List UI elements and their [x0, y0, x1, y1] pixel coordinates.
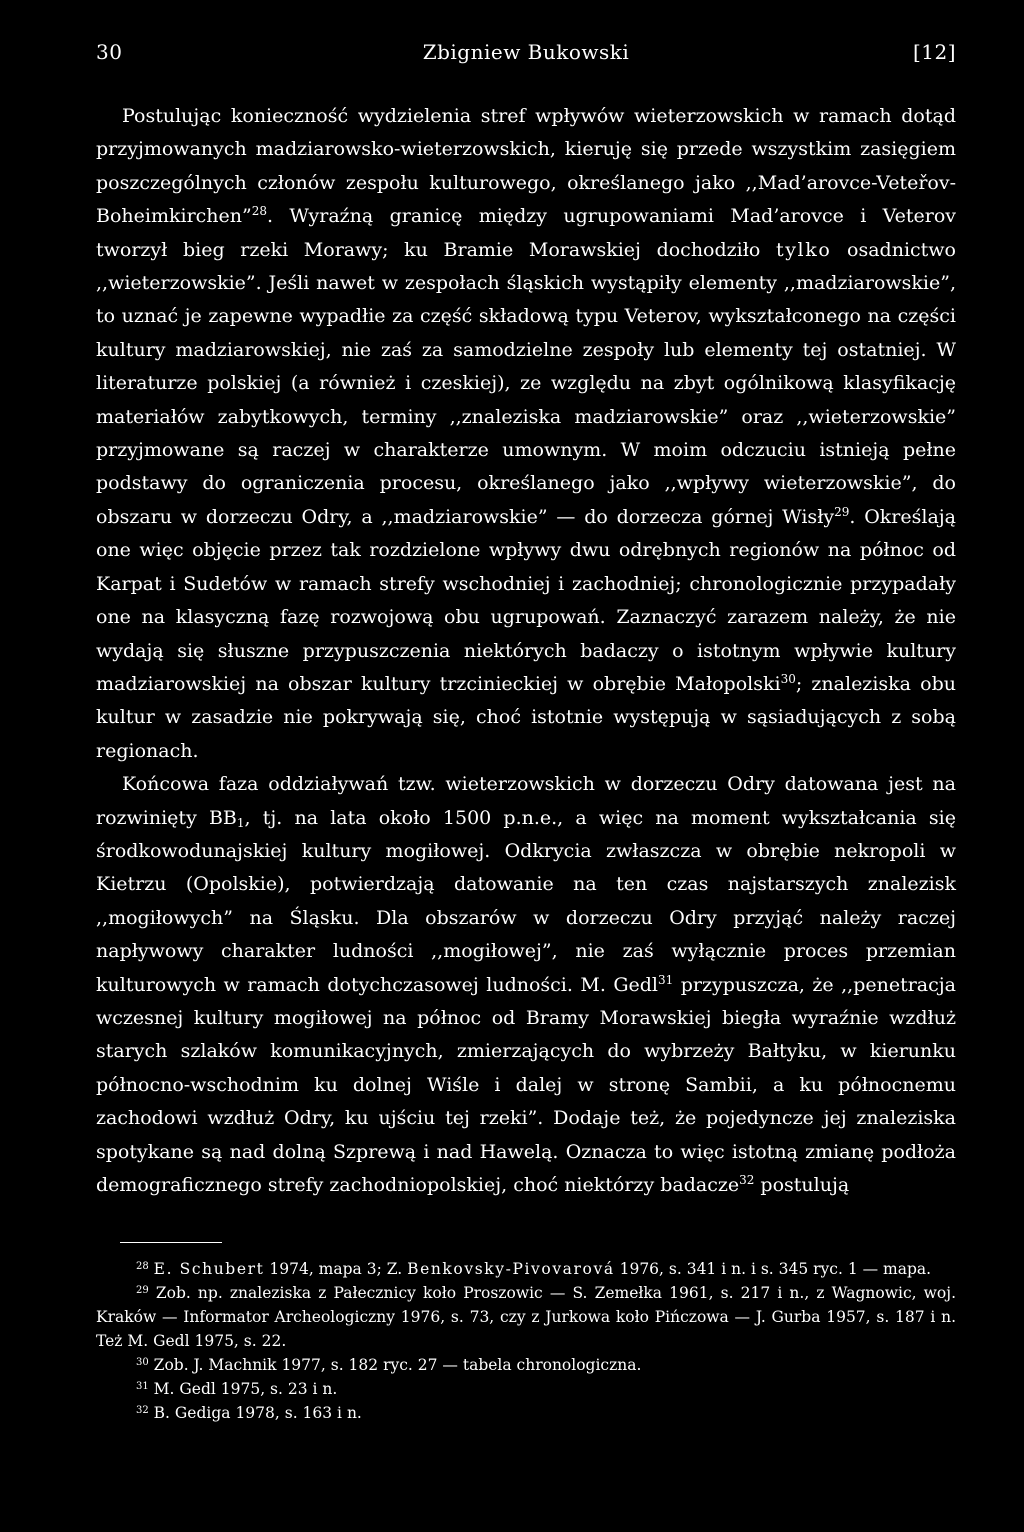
- page-number: 30: [96, 40, 123, 64]
- main-text: [96, 100, 956, 1202]
- footnote-number: 30: [136, 1357, 149, 1368]
- paragraph-1-text-b: . Wyraźną granicę między ugrupowaniami Mad’arovce i Veterov tworzył bieg rzeki Morawy; ku Bramie Morawskiej dochodziło: [96, 205, 956, 261]
- footnote-number: 32: [136, 1405, 149, 1416]
- paragraph-1-text-d: . Określają one więc objęcie przez tak rozdzielone wpływy dwu odrębnych regionów na północ od Karpat i Sudetów w ramach strefy wschodniej i zachodniej; chronologicznie przypadały one na klasyczną fazę rozwojową obu ugrupowań. Zaznaczyć zarazem należy, że nie wydają się słuszne przypuszczenia niektórych badaczy o istotnym wpływie kultury madziarowskiej na obszar kultury trzcinieckiej w obrębie Małopolski: [96, 505, 957, 695]
- footnote-number: 29: [136, 1285, 149, 1296]
- footnote-ref-30: 30: [780, 671, 796, 686]
- section-reference: [12]: [912, 40, 956, 64]
- paragraph-2-text-b: , tj. na lata około 1500 p.n.e., a więc na moment wykształcania się środkowodunajskiej kultury mogiłowej. Odkrycia zwłaszcza w obrębie nekropoli w Kietrzu (Opolskie), potwierdzają datowanie na ten czas najstarszych znalezisk ,,mogiłowych” na Śląsku. Dla obszarów w dorzeczu Odry przyjąć należy raczej napływowy charakter ludności ,,mogiłowej”, nie zaś wyłącznie proces przemian kulturowych w ramach dotychczasowej ludności. M. Gedl: [96, 806, 956, 996]
- footnotes: [96, 1257, 956, 1425]
- footnote-ref-29: 29: [834, 504, 850, 519]
- page-header: [96, 40, 956, 70]
- footnote-text: Zob. J. Machnik 1977, s. 182 ryc. 27 — tabela chronologiczna.: [153, 1356, 642, 1374]
- footnote-text: Zob. np. znaleziska z Pałecznicy koło Proszowic — S. Zemełka 1961, s. 217 i n., z Wagnowic, woj. Kraków — Informator Archeologiczny 1976, s. 73, czy z Jurkowa koło Pińczowa — J. Gurba 1957, s. 187 i n. Też M. Gedl 1975, s. 22.: [96, 1284, 956, 1350]
- footnote-ref-31: 31: [658, 972, 674, 987]
- footnote-text: 1976, s. 341 i n. i s. 345 ryc. 1 — mapa.: [614, 1260, 932, 1278]
- paragraph-1-text-e: ; znaleziska obu kultur w zasadzie nie pokrywają się, choć istotnie występują w sąsiadujących z sobą regionach.: [96, 672, 956, 762]
- footnote-text: B. Gediga 1978, s. 163 i n.: [153, 1404, 362, 1422]
- subscript-1: 1: [236, 815, 245, 830]
- footnote-text: M. Gedl 1975, s. 23 i n.: [153, 1380, 338, 1398]
- footnote-author: Benkovsky-Pivovarová: [407, 1260, 615, 1278]
- footnote-32: [96, 1401, 956, 1425]
- paragraph-1-text-a: Postulując konieczność wydzielenia stref wpływów wieterzowskich w ramach dotąd przyjmowanych madziarowsko-wieterzowskich, kieruję się przede wszystkim zasięgiem poszczególnych członów zespołu kulturowego, określanego jako ,,Mad’arovce-Veteřov-Boheimkirchen”: [96, 105, 956, 228]
- footnote-28: [96, 1257, 956, 1281]
- footnote-29: [96, 1281, 956, 1353]
- running-title: Zbigniew Bukowski: [422, 40, 630, 64]
- footnote-text: 1974, mapa 3; Z.: [264, 1260, 408, 1278]
- footnote-ref-32: 32: [739, 1173, 755, 1187]
- paragraph-1: [96, 100, 956, 768]
- footnote-divider: [120, 1242, 222, 1243]
- paragraph-2: [96, 768, 956, 1202]
- paragraph-2-text-a: Końcowa faza oddziaływań tzw. wieterzowskich w dorzeczu Odry datowana jest na rozwinięty BB: [96, 773, 956, 829]
- paragraph-2-text-d: postulują: [754, 1174, 850, 1196]
- paragraph-2-text-c: przypuszcza, że ,,penetracja wczesnej kultury mogiłowej na północ od Bramy Morawskiej biegła wyraźnie wzdłuż starych szlaków komunikacyjnych, zmierzających do wybrzeży Bałtyku, w kierunku północno-wschodnim ku dolnej Wiśle i dalej w stronę Sambii, a ku północnemu zachodowi wzdłuż Odry, ku ujściu tej rzeki”. Dodaje też, że pojedyncze jej znaleziska spotykane są nad dolną Szprewą i nad Hawelą. Oznacza to więc istotną zmianę podłoża demograficznego strefy zachodniopolskiej, choć niektórzy badacze: [96, 973, 956, 1196]
- footnote-number: 31: [136, 1381, 149, 1392]
- paragraph-1-text-c: osadnictwo ,,wieterzowskie”. Jeśli nawet w zespołach śląskich wystąpiły elementy ,,madziarowskie”, to uznać je zapewne wypadłie za część składową typu Veterov, wykształconego na części kultury madziarowskiej, nie zaś za samodzielne zespoły lub elementy tej ostatniej. W literaturze polskiej (a również i czeskiej), ze względu na zbyt ogólnikową klasyfikację materiałów zabytkowych, terminy ,,znaleziska madziarowskie” oraz ,,wieterzowskie” przyjmowane są raczej w charakterze umownym. W moim odczuciu istnieją pełne podstawy do ograniczenia procesu, określanego jako ,,wpływy wieterzowskie”, do obszaru w dorzeczu Odry, a ,,madziarowskie” — do dorzecza górnej Wisły: [96, 238, 957, 528]
- footnote-number: 28: [136, 1261, 149, 1272]
- footnote-ref-28: 28: [251, 204, 268, 219]
- footnote-30: [96, 1353, 956, 1377]
- paragraph-1-spaced-word: tylko: [775, 238, 832, 261]
- footnote-author: E. Schubert: [153, 1260, 265, 1278]
- footnote-31: [96, 1377, 956, 1401]
